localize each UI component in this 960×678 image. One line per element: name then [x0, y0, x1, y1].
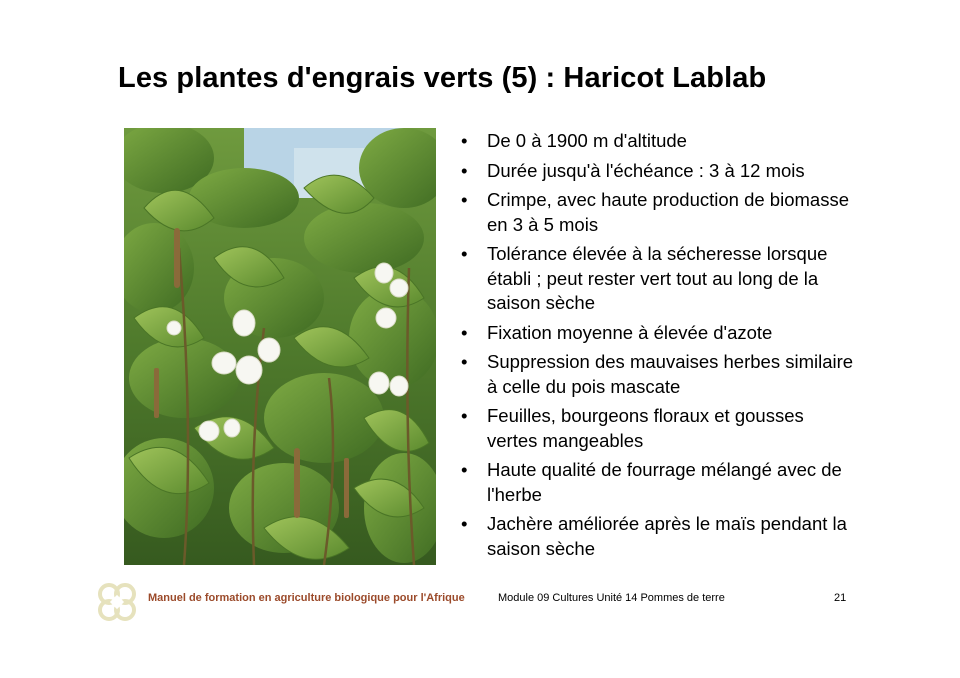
bullet-item: [461, 321, 856, 346]
bullet-item: [461, 188, 856, 237]
bullet-text: Feuilles, bourgeons floraux et gousses vertes mangeables: [487, 405, 804, 451]
bullet-dot: •: [461, 405, 468, 426]
slide-footer: [0, 576, 960, 628]
bullet-dot: •: [461, 321, 468, 343]
bullet-item: [461, 404, 856, 453]
footer-manual-title: Manuel de formation en agriculture biologique pour l'Afrique: [148, 592, 465, 604]
bullet-item: [461, 129, 856, 154]
bullet-dot: •: [461, 513, 468, 534]
bullet-list: [461, 129, 856, 566]
bullet-text: Jachère améliorée après le maïs pendant la saison sèche: [487, 513, 847, 559]
page-number: 21: [834, 592, 847, 604]
bullet-text: De 0 à 1900 m d'altitude: [487, 130, 687, 151]
bullet-item: [461, 512, 856, 561]
bullet-text: Durée jusqu'à l'échéance : 3 à 12 mois: [487, 159, 805, 181]
bullet-dot: •: [461, 351, 468, 372]
bullet-text: Tolérance élevée à la sécheresse lorsque établi ; peut rester vert tout au long de la saison sèche: [487, 243, 828, 313]
footer-module-label: Module 09 Cultures Unité 14 Pommes de terre: [498, 592, 725, 604]
bullet-text: Crimpe, avec haute production de biomasse en 3 à 5 mois: [487, 189, 849, 235]
bullet-dot: •: [461, 189, 468, 210]
bullet-text: Fixation moyenne à élevée d'azote: [487, 321, 773, 343]
bullet-dot: •: [461, 130, 468, 151]
bullet-item: [461, 350, 856, 399]
bullet-item: [461, 242, 856, 316]
bullet-text: Suppression des mauvaises herbes similaire à celle du pois mascate: [487, 351, 854, 397]
bullet-dot: •: [461, 459, 468, 480]
bullet-dot: •: [461, 243, 468, 264]
slide-title: Les plantes d'engrais verts (5) : Haricot Lablab: [118, 62, 767, 94]
four-leaf-knot-logo-icon: [94, 579, 140, 625]
lablab-plant-photo: [124, 128, 436, 565]
bullet-item: [461, 458, 856, 507]
bullet-dot: •: [461, 159, 468, 181]
bullet-item: [461, 159, 856, 184]
bullet-text: Haute qualité de fourrage mélangé avec de l'herbe: [487, 459, 842, 505]
